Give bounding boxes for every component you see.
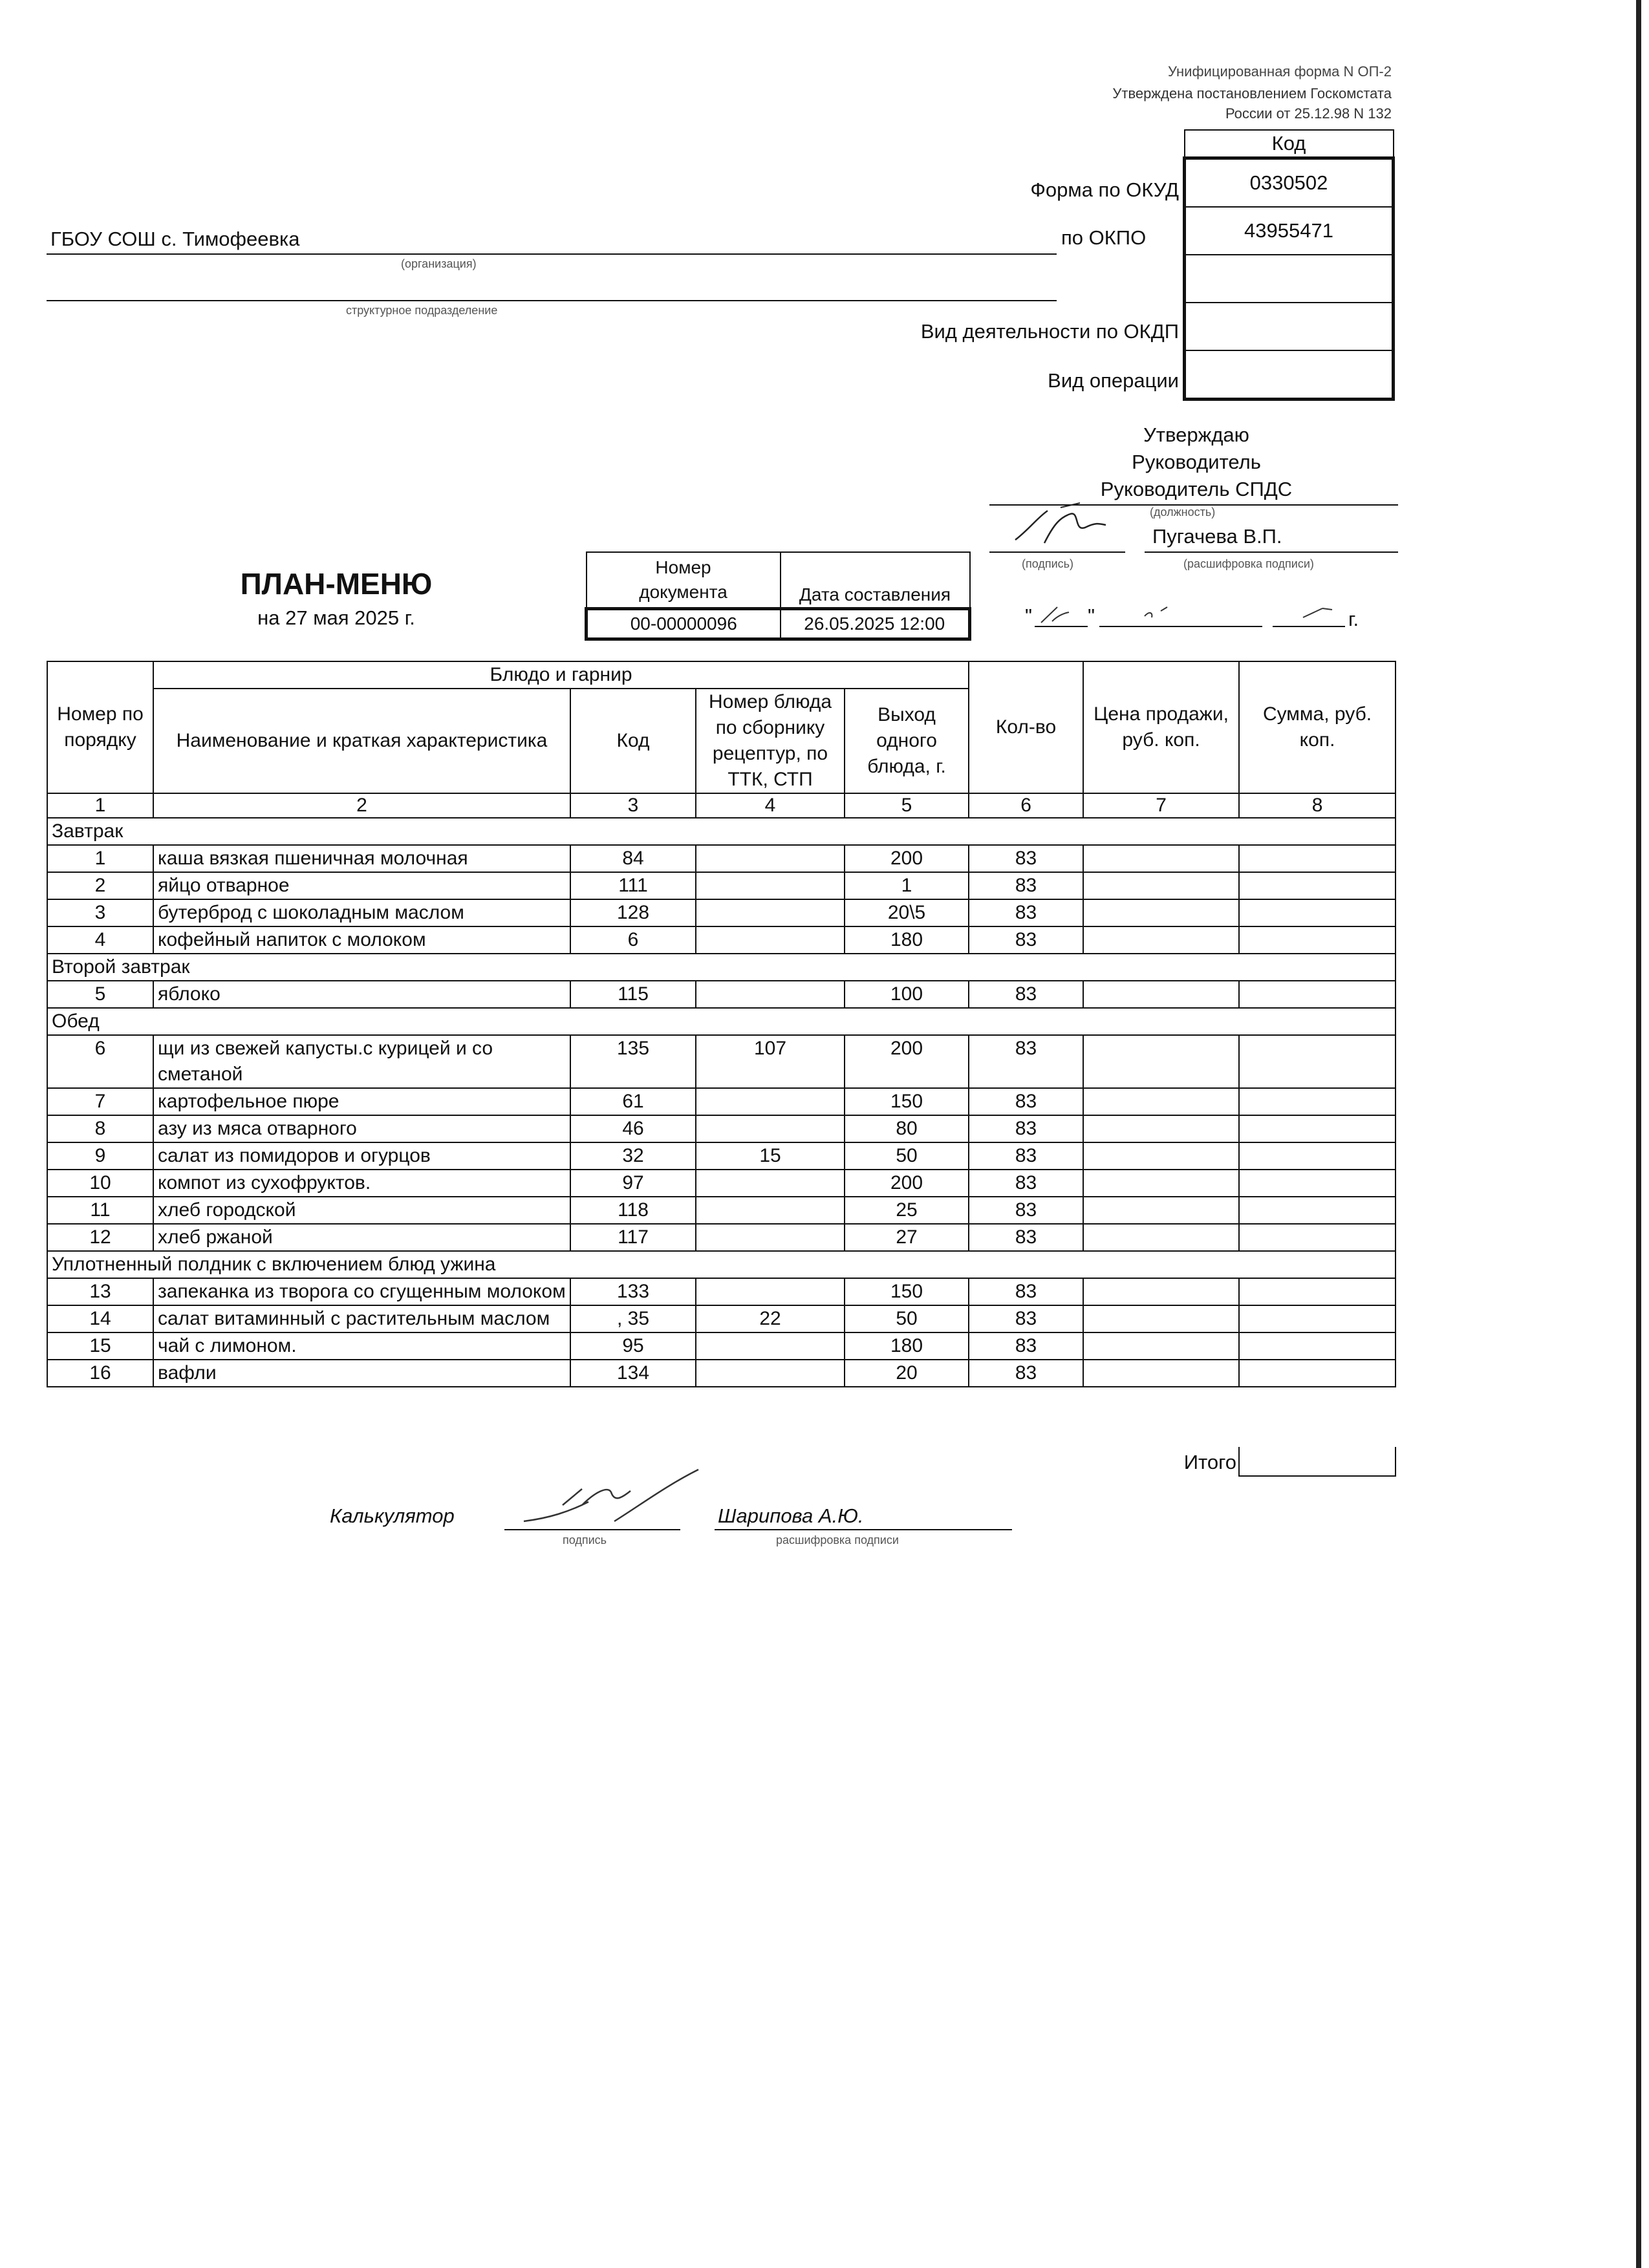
section-title: Уплотненный полдник с включением блюд ужина	[47, 1251, 1396, 1278]
organization-caption: (организация)	[401, 257, 477, 270]
dish-name: компот из сухофруктов.	[153, 1170, 570, 1197]
table-row	[47, 1035, 1396, 1088]
sum-cell	[1239, 1170, 1396, 1197]
menu-table-body	[47, 818, 1396, 1387]
row-number: 1	[47, 845, 153, 872]
dish-output: 200	[845, 1170, 969, 1197]
doc-number-label-1: Номер	[655, 557, 711, 577]
dish-name: чай с лимоном.	[153, 1332, 570, 1360]
dish-quantity: 83	[969, 1088, 1083, 1115]
section-row	[47, 1008, 1396, 1035]
table-row	[47, 1278, 1396, 1305]
section-row	[47, 954, 1396, 981]
dish-output: 200	[845, 845, 969, 872]
dish-quantity: 83	[969, 1360, 1083, 1387]
row-number: 10	[47, 1170, 153, 1197]
position-value: Руководитель СПДС	[1100, 478, 1293, 500]
price-cell	[1083, 1332, 1239, 1360]
price-cell	[1083, 872, 1239, 899]
col-header-7: Цена продажи, руб. коп.	[1083, 661, 1239, 793]
price-cell	[1083, 1278, 1239, 1305]
division-line	[47, 300, 1057, 301]
dish-quantity: 83	[969, 1332, 1083, 1360]
document-number-box	[585, 551, 971, 641]
recipe-number: 107	[696, 1035, 845, 1088]
dish-quantity: 83	[969, 1035, 1083, 1088]
dish-code: 135	[570, 1035, 696, 1088]
scan-edge-mark	[1636, 0, 1641, 2268]
row-number: 11	[47, 1197, 153, 1224]
table-row	[47, 1197, 1396, 1224]
col-header-3: Код	[570, 689, 696, 793]
recipe-number	[696, 1332, 845, 1360]
dish-code: 32	[570, 1142, 696, 1170]
col-header-1: Номер по порядку	[47, 661, 153, 793]
dish-code: 84	[570, 845, 696, 872]
calculator-name-line	[715, 1529, 1012, 1530]
date-year-line	[1273, 626, 1345, 627]
dish-quantity: 83	[969, 1170, 1083, 1197]
col-header-5: Выход одного блюда, г.	[845, 689, 969, 793]
form-note-3: России от 25.12.98 N 132	[1225, 105, 1392, 122]
dish-quantity: 83	[969, 1224, 1083, 1251]
date-quote-close: "	[1088, 604, 1095, 627]
dish-name: запеканка из творога со сгущенным молоком	[153, 1278, 570, 1305]
dish-output: 100	[845, 981, 969, 1008]
dish-quantity: 83	[969, 1115, 1083, 1142]
dish-output: 20\5	[845, 899, 969, 926]
dish-code: 61	[570, 1088, 696, 1115]
price-cell	[1083, 899, 1239, 926]
col-number: 3	[570, 793, 696, 818]
price-cell	[1083, 845, 1239, 872]
approve-label: Утверждаю	[1143, 423, 1249, 446]
sum-cell	[1239, 1197, 1396, 1224]
row-number: 13	[47, 1278, 153, 1305]
recipe-number	[696, 1224, 845, 1251]
dish-output: 80	[845, 1115, 969, 1142]
dish-code: 117	[570, 1224, 696, 1251]
name-line	[1145, 551, 1398, 553]
total-value-cell	[1238, 1447, 1396, 1477]
division-caption: структурное подразделение	[346, 304, 498, 317]
date-quote-open: "	[1025, 604, 1033, 627]
dish-name: яйцо отварное	[153, 872, 570, 899]
recipe-number	[696, 1278, 845, 1305]
sum-cell	[1239, 872, 1396, 899]
okud-value: 0330502	[1185, 158, 1394, 208]
dish-name: щи из свежей капусты.с курицей и со сметаной	[153, 1035, 570, 1088]
calculator-signature	[511, 1466, 711, 1531]
dish-name: салат витаминный с растительным маслом	[153, 1305, 570, 1332]
dish-code: 46	[570, 1115, 696, 1142]
dish-code: , 35	[570, 1305, 696, 1332]
codes-box	[1183, 129, 1395, 401]
price-cell	[1083, 1170, 1239, 1197]
okpo-label: по ОКПО	[1061, 226, 1147, 249]
operation-value	[1185, 350, 1394, 400]
col-number: 5	[845, 793, 969, 818]
document-title: ПЛАН-МЕНЮ	[240, 567, 433, 601]
table-row	[47, 1305, 1396, 1332]
doc-number-label-2: документа	[639, 582, 727, 602]
dish-code: 134	[570, 1360, 696, 1387]
recipe-number	[696, 981, 845, 1008]
price-cell	[1083, 1305, 1239, 1332]
row-number: 14	[47, 1305, 153, 1332]
table-row	[47, 1332, 1396, 1360]
dish-quantity: 83	[969, 1197, 1083, 1224]
price-cell	[1083, 981, 1239, 1008]
row-number: 8	[47, 1115, 153, 1142]
calculator-label: Калькулятор	[330, 1504, 455, 1527]
sum-cell	[1239, 1142, 1396, 1170]
okdp-value	[1185, 303, 1394, 350]
menu-table	[47, 661, 1396, 1387]
row-number: 7	[47, 1088, 153, 1115]
recipe-number	[696, 845, 845, 872]
section-title: Обед	[47, 1008, 1396, 1035]
date-suffix: г.	[1348, 608, 1359, 630]
table-row	[47, 1224, 1396, 1251]
dish-output: 1	[845, 872, 969, 899]
okdp-label: Вид деятельности по ОКДП	[920, 320, 1179, 343]
dish-code: 118	[570, 1197, 696, 1224]
col-header-6: Кол-во	[969, 661, 1083, 793]
price-cell	[1083, 926, 1239, 954]
recipe-number	[696, 926, 845, 954]
sum-cell	[1239, 1360, 1396, 1387]
row-number: 15	[47, 1332, 153, 1360]
okpo-value: 43955471	[1185, 207, 1394, 255]
price-cell	[1083, 1197, 1239, 1224]
okud-label: Форма по ОКУД	[1030, 178, 1179, 201]
dish-output: 25	[845, 1197, 969, 1224]
date-handwriting	[1038, 598, 1374, 627]
dish-output: 50	[845, 1305, 969, 1332]
dish-quantity: 83	[969, 845, 1083, 872]
row-number: 16	[47, 1360, 153, 1387]
dish-code: 128	[570, 899, 696, 926]
signature-line	[989, 551, 1125, 553]
column-numbers-row	[47, 793, 1396, 818]
section-title: Завтрак	[47, 818, 1396, 845]
table-row	[47, 1360, 1396, 1387]
dish-name: бутерброд с шоколадным маслом	[153, 899, 570, 926]
col-header-8: Сумма, руб. коп.	[1239, 661, 1396, 793]
empty-code-cell	[1185, 255, 1394, 303]
col-number: 8	[1239, 793, 1396, 818]
head-label: Руководитель	[1132, 451, 1261, 473]
dish-quantity: 83	[969, 1278, 1083, 1305]
group-header: Блюдо и гарнир	[153, 661, 969, 689]
table-row	[47, 1142, 1396, 1170]
section-row	[47, 1251, 1396, 1278]
table-row	[47, 899, 1396, 926]
col-number: 6	[969, 793, 1083, 818]
recipe-number: 22	[696, 1305, 845, 1332]
signature-caption: (подпись)	[1022, 557, 1074, 570]
col-number: 4	[696, 793, 845, 818]
doc-number: 00-00000096	[587, 609, 781, 639]
document-date: на 27 мая 2025 г.	[257, 606, 415, 629]
sum-cell	[1239, 1224, 1396, 1251]
table-row	[47, 845, 1396, 872]
price-cell	[1083, 1088, 1239, 1115]
total-label: Итого	[1183, 1451, 1236, 1473]
doc-date-label: Дата составления	[781, 552, 970, 609]
form-note-2: Утверждена постановлением Госкомстата	[1112, 85, 1392, 102]
row-number: 3	[47, 899, 153, 926]
dish-output: 27	[845, 1224, 969, 1251]
dish-output: 50	[845, 1142, 969, 1170]
calculator-signature-caption: подпись	[563, 1534, 607, 1546]
recipe-number	[696, 872, 845, 899]
dish-quantity: 83	[969, 899, 1083, 926]
director-signature	[1009, 498, 1125, 550]
price-cell	[1083, 1035, 1239, 1088]
sum-cell	[1239, 1088, 1396, 1115]
dish-quantity: 83	[969, 1142, 1083, 1170]
dish-output: 150	[845, 1088, 969, 1115]
sum-cell	[1239, 899, 1396, 926]
price-cell	[1083, 1142, 1239, 1170]
dish-output: 180	[845, 1332, 969, 1360]
recipe-number	[696, 1115, 845, 1142]
table-row	[47, 1088, 1396, 1115]
recipe-number	[696, 1088, 845, 1115]
row-number: 12	[47, 1224, 153, 1251]
sum-cell	[1239, 926, 1396, 954]
dish-name: каша вязкая пшеничная молочная	[153, 845, 570, 872]
dish-quantity: 83	[969, 872, 1083, 899]
dish-output: 180	[845, 926, 969, 954]
price-cell	[1083, 1360, 1239, 1387]
code-header: Код	[1185, 130, 1394, 158]
dish-output: 150	[845, 1278, 969, 1305]
sum-cell	[1239, 845, 1396, 872]
col-number: 1	[47, 793, 153, 818]
dish-name: картофельное пюре	[153, 1088, 570, 1115]
row-number: 6	[47, 1035, 153, 1088]
section-title: Второй завтрак	[47, 954, 1396, 981]
sum-cell	[1239, 1332, 1396, 1360]
recipe-number	[696, 899, 845, 926]
dish-code: 115	[570, 981, 696, 1008]
row-number: 5	[47, 981, 153, 1008]
dish-output: 20	[845, 1360, 969, 1387]
calculator-name-caption: расшифровка подписи	[776, 1534, 899, 1546]
col-header-2: Наименование и краткая характеристика	[153, 689, 570, 793]
recipe-number	[696, 1170, 845, 1197]
operation-label: Вид операции	[1048, 369, 1179, 392]
row-number: 4	[47, 926, 153, 954]
table-row	[47, 1115, 1396, 1142]
col-number: 2	[153, 793, 570, 818]
sum-cell	[1239, 1035, 1396, 1088]
director-name: Пугачева В.П.	[1152, 525, 1282, 548]
sum-cell	[1239, 1115, 1396, 1142]
col-number: 7	[1083, 793, 1239, 818]
calculator-name: Шарипова А.Ю.	[718, 1504, 864, 1527]
row-number: 2	[47, 872, 153, 899]
dish-name: кофейный напиток с молоком	[153, 926, 570, 954]
table-row	[47, 926, 1396, 954]
row-number: 9	[47, 1142, 153, 1170]
organization-line	[47, 253, 1057, 255]
dish-name: яблоко	[153, 981, 570, 1008]
table-row	[47, 981, 1396, 1008]
sum-cell	[1239, 1278, 1396, 1305]
dish-name: хлеб ржаной	[153, 1224, 570, 1251]
section-row	[47, 818, 1396, 845]
doc-date: 26.05.2025 12:00	[781, 609, 970, 639]
dish-code: 6	[570, 926, 696, 954]
position-caption: (должность)	[1150, 506, 1216, 519]
dish-quantity: 83	[969, 926, 1083, 954]
dish-quantity: 83	[969, 1305, 1083, 1332]
price-cell	[1083, 1115, 1239, 1142]
dish-output: 200	[845, 1035, 969, 1088]
dish-code: 95	[570, 1332, 696, 1360]
recipe-number	[696, 1197, 845, 1224]
recipe-number	[696, 1360, 845, 1387]
col-header-4: Номер блюда по сборнику рецептур, по ТТК, СТП	[696, 689, 845, 793]
dish-name: вафли	[153, 1360, 570, 1387]
date-month-line	[1099, 626, 1262, 627]
dish-code: 111	[570, 872, 696, 899]
dish-quantity: 83	[969, 981, 1083, 1008]
dish-name: салат из помидоров и огурцов	[153, 1142, 570, 1170]
name-caption: (расшифровка подписи)	[1183, 557, 1314, 570]
organization-name: ГБОУ СОШ с. Тимофеевка	[50, 228, 300, 250]
dish-code: 97	[570, 1170, 696, 1197]
table-row	[47, 1170, 1396, 1197]
dish-name: хлеб городской	[153, 1197, 570, 1224]
recipe-number: 15	[696, 1142, 845, 1170]
sum-cell	[1239, 1305, 1396, 1332]
dish-code: 133	[570, 1278, 696, 1305]
table-row	[47, 872, 1396, 899]
price-cell	[1083, 1224, 1239, 1251]
dish-name: азу из мяса отварного	[153, 1115, 570, 1142]
calculator-signature-line	[504, 1529, 680, 1530]
sum-cell	[1239, 981, 1396, 1008]
form-note-1: Унифицированная форма N ОП-2	[1168, 63, 1392, 80]
